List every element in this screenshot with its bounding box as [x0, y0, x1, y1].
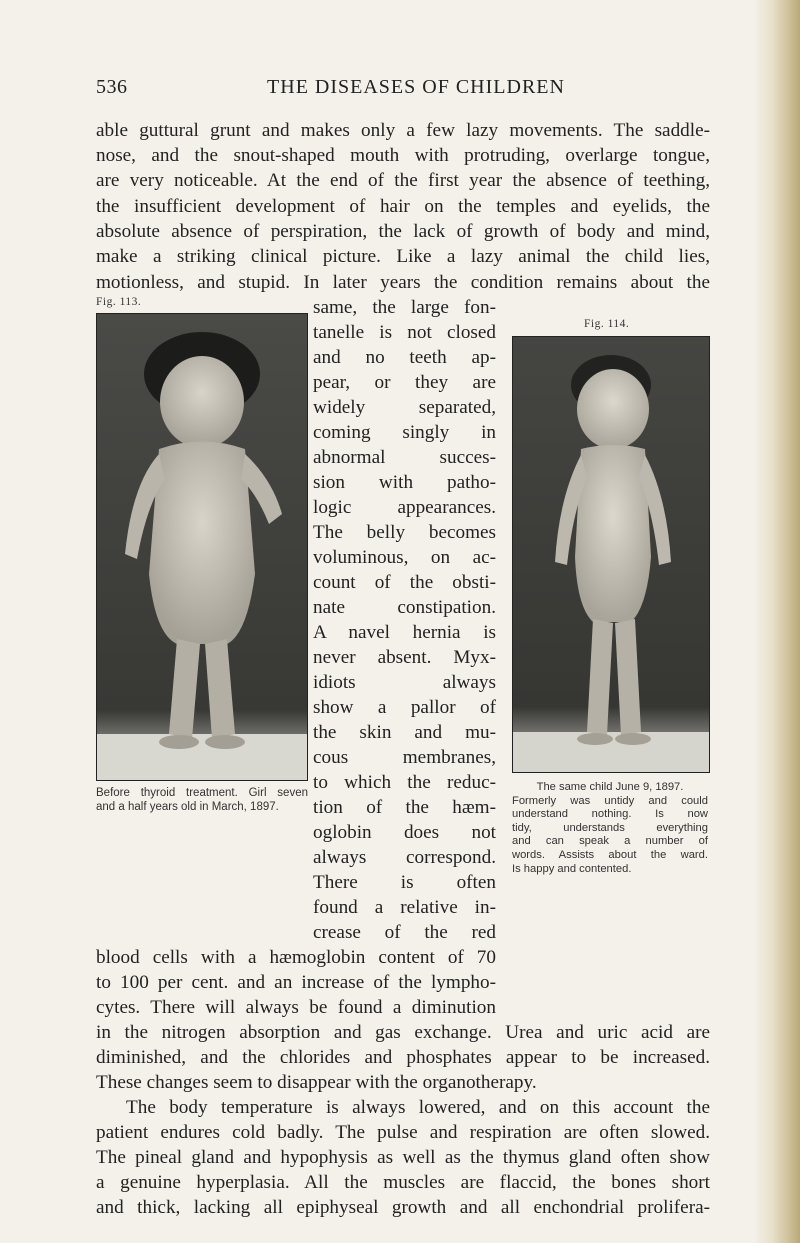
page-edge-shadow	[754, 0, 800, 1243]
text-line: in the nitrogen absorption and gas exchange. Urea and uric acid are	[96, 1022, 710, 1043]
text-line: oglobin does not	[313, 822, 496, 843]
text-line: tion of the hæm-	[313, 797, 496, 818]
text-line: diminished, and the chlorides and phosphates appear to be increased.	[96, 1047, 710, 1068]
caption-line: and can speak a number of	[512, 835, 708, 848]
text-line: show a pallor of	[313, 697, 496, 718]
text-line: motionless, and stupid. In later years the condition remains about the	[96, 272, 710, 293]
text-line: The body temperature is always lowered, and on this account the	[126, 1097, 710, 1118]
text-line: These changes seem to disappear with the organotherapy.	[96, 1072, 537, 1093]
text-line: A navel hernia is	[313, 622, 496, 643]
text-line: There is often	[313, 872, 496, 893]
text-line: the insufficient development of hair on the temples and eyelids, the	[96, 196, 710, 217]
caption-line: Formerly was untidy and could	[512, 794, 708, 807]
caption-line: words. Assists about the ward.	[512, 848, 708, 861]
figure-113-label: Fig. 113.	[96, 296, 142, 308]
caption-line: and a half years old in March, 1897.	[96, 801, 279, 813]
text-line: never absent. Myx-	[313, 647, 496, 668]
figure-114-photo	[512, 336, 710, 773]
text-line: to which the reduc-	[313, 772, 496, 793]
figure-114-label: Fig. 114.	[584, 318, 630, 330]
caption-line: Before thyroid treatment. Girl seven	[96, 787, 308, 799]
running-title: THE DISEASES OF CHILDREN	[267, 76, 565, 98]
text-line: always correspond.	[313, 847, 496, 868]
caption-line: Is happy and contented.	[512, 862, 632, 875]
text-line: tanelle is not closed	[313, 322, 496, 343]
figure-113-caption	[96, 786, 308, 814]
text-line: voluminous, on ac-	[313, 547, 496, 568]
text-line: a genuine hyperplasia. All the muscles are flaccid, the bones short	[96, 1172, 710, 1193]
text-line: patient endures cold badly. The pulse and respiration are often slowed.	[96, 1122, 710, 1143]
text-line: cytes. There will always be found a diminution	[96, 997, 496, 1018]
text-line: cous membranes,	[313, 747, 496, 768]
page-number: 536	[96, 76, 128, 98]
text-line: the skin and mu-	[313, 722, 496, 743]
page-header	[96, 76, 736, 100]
text-line: pear, or they are	[313, 372, 496, 393]
text-line: nate constipation.	[313, 597, 496, 618]
text-line: idiots always	[313, 672, 496, 693]
text-line: are very noticeable. At the end of the first year the absence of teething,	[96, 170, 710, 191]
text-line: sion with patho-	[313, 472, 496, 493]
text-line: make a striking clinical picture. Like a lazy animal the child lies,	[96, 246, 710, 267]
figure-114-caption	[512, 781, 708, 876]
text-line: coming singly in	[313, 422, 496, 443]
caption-line: The same child June 9, 1897.	[536, 781, 684, 793]
text-line: logic appearances.	[313, 497, 496, 518]
text-line: and thick, lacking all epiphyseal growth and all enchondrial prolifera-	[96, 1197, 710, 1218]
text-line: The pineal gland and hypophysis as well as the thymus gland often show	[96, 1147, 710, 1168]
text-line: same, the large fon-	[313, 297, 496, 318]
text-line: blood cells with a hæmoglobin content of 70	[96, 947, 496, 968]
caption-line: understand nothing. Is now	[512, 808, 708, 821]
text-line: to 100 per cent. and an increase of the lympho-	[96, 972, 496, 993]
text-line: abnormal succes-	[313, 447, 496, 468]
text-line: and no teeth ap-	[313, 347, 496, 368]
text-line: The belly becomes	[313, 522, 496, 543]
text-line: absolute absence of perspiration, the lack of growth of body and mind,	[96, 221, 710, 242]
text-line: widely separated,	[313, 397, 496, 418]
figure-113-photo	[96, 313, 308, 781]
text-line: found a relative in-	[313, 897, 496, 918]
text-line: count of the obsti-	[313, 572, 496, 593]
text-line: crease of the red	[313, 922, 496, 943]
caption-line: tidy, understands everything	[512, 821, 708, 834]
text-line: nose, and the snout-shaped mouth with protruding, overlarge tongue,	[96, 145, 710, 166]
text-line: able guttural grunt and makes only a few lazy movements. The saddle-	[96, 120, 710, 141]
